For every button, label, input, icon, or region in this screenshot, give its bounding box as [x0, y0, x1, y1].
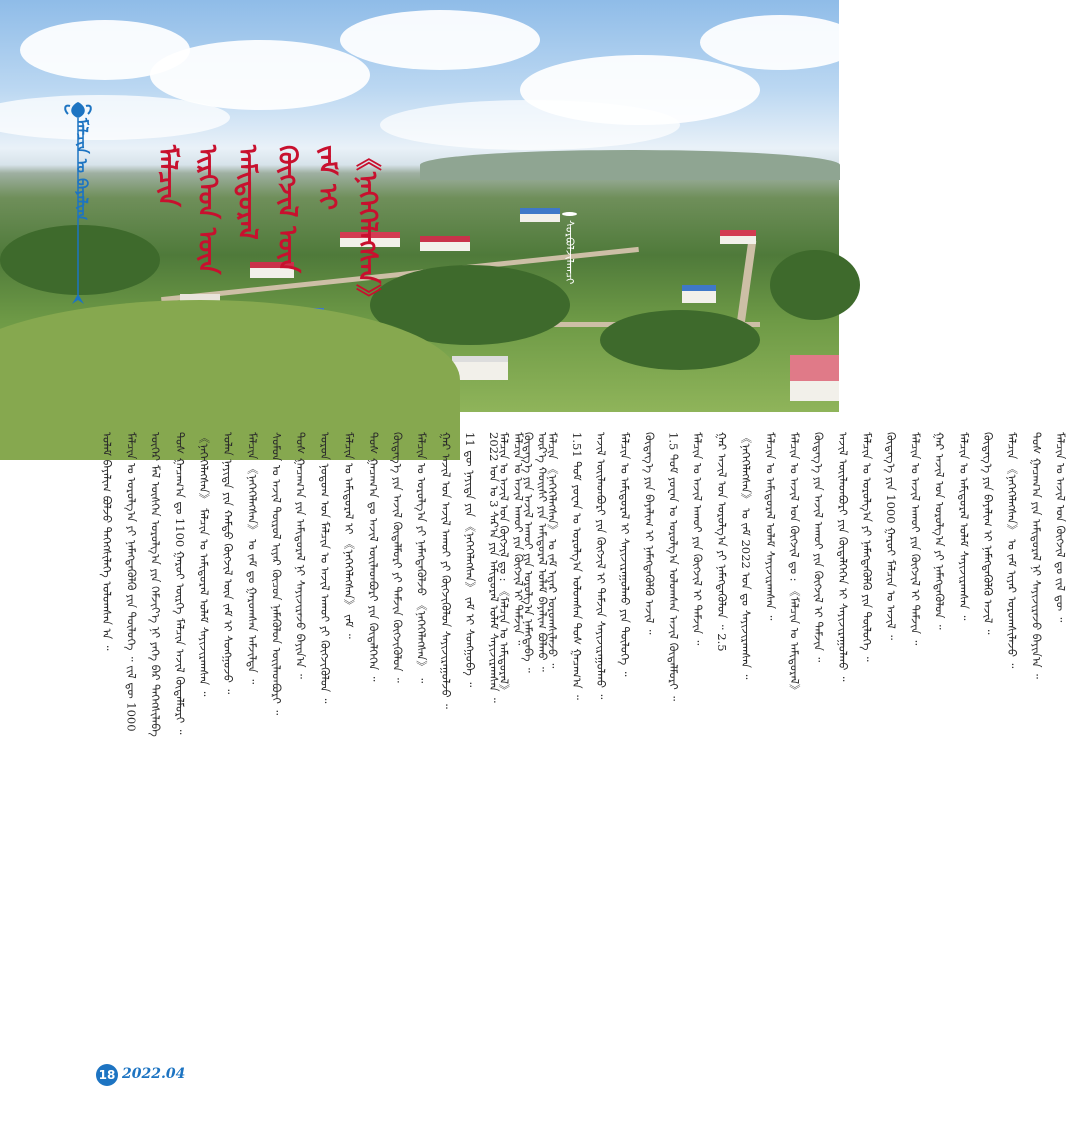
text-line: ᠤᠯᠠᠮ ᠪᠠᠶᠠᠯᠢᠭ ᠪᠣᠯᠵᠤ ᠳᠡᠭᠡᠭᠰᠢᠯᠡᠭᠡ ᠣᠯᠤᠭᠰᠠᠨ ᠠ ᠃ — [100, 432, 115, 651]
column-label: ᠮᠠᠯᠴᠢᠨ ᠤ ᠪᠠᠶᠠᠯᠢᠭ — [73, 118, 91, 221]
title-line: 《ᠨᠡᠭᠡᠭᠡᠯᠡᠭᠰᠡᠨ》 — [352, 145, 382, 311]
distant-hill — [420, 150, 840, 180]
house — [520, 208, 560, 222]
title-line: ᠬᠥᠭᠵᠢᠯ ᠦᠨ — [272, 145, 302, 273]
house — [682, 285, 716, 303]
house — [720, 230, 756, 244]
page-number: 18 — [96, 1064, 118, 1086]
photo-caption — [560, 212, 579, 285]
text-line: ᠦᠷ᠎ᠡ ᠬᠣᠢᠰᠢ ᠶᠢᠨ ᠠᠮᠢᠳᠤᠷᠠᠯ ᠤᠯᠠᠮ ᠪᠠᠶᠠᠯᠢᠭ ᠪᠣᠯᠬᠤ ᠃ — [535, 432, 550, 672]
text-line: ᠮᠠᠯᠴᠢᠨ ᠤ ᠠᠮᠢᠳᠤᠷᠠᠯ ᠢ ᠰᠠᠶᠢᠵᠢᠷᠠᠭᠤᠯᠬᠤ ᠶᠢᠨ ᠲᠥᠯᠥᠭᠡ ᠃ — [618, 432, 633, 677]
text-line: ᠮᠠᠯᠴᠢᠨ ᠤ ᠠᠵᠢᠯ ᠤᠨ ᠬᠥᠭᠵᠢᠯ ᠳᠤ : 《ᠮᠠᠯᠴᠢᠨ ᠤ ᠠᠮᠢᠳᠤᠷᠠᠯ》 — [497, 432, 512, 696]
text-line: ᠬᠥᠳᠡᠭ᠎ᠡ ᠶᠢᠨ 1000 ᠭᠠᠷᠤᠢ ᠮᠠᠯᠴᠢᠨ ᠤ ᠠᠵᠢᠯ ᠃ — [884, 432, 899, 640]
title-line: ᠠᠮᠢᠳᠤᠷᠠᠯ — [232, 145, 262, 240]
village-photo — [0, 0, 839, 412]
house — [452, 356, 508, 380]
text-line: 《ᠨᠡᠭᠡᠭᠡᠯᠡᠭᠰᠡᠨ》 ᠮᠠᠯᠴᠢᠨ ᠤ ᠠᠮᠢᠳᠤᠷᠠᠯ ᠤᠯᠠᠮ ᠰᠠᠶᠢᠵᠢᠷᠠᠭᠰᠠᠨ ᠃ — [196, 432, 211, 697]
text-line: ᠮᠠᠯᠴᠢᠨ ᠤ ᠠᠵᠢᠯ ᠠᠬᠤᠢ ᠶᠢᠨ ᠬᠥᠭᠵᠢᠯ ᠢ ᠳᠡᠮᠵᠢᠨ ᠃ — [690, 432, 705, 646]
text-line: ᠮᠠᠯᠴᠢᠨ ᠤ ᠣᠷᠣᠯᠭ᠎ᠠ ᠶᠢ ᠨᠡᠮᠡᠭᠳᠡᠭᠦᠯᠵᠦ 《ᠨᠡᠭᠡᠭᠡᠯᠡᠭᠰᠡᠨ》 ᠃ — [414, 432, 429, 684]
title-line: ᠵᠠᠮ ᠢ — [312, 145, 342, 211]
article-title — [148, 145, 386, 355]
text-line: ᠠᠵᠢᠯ ᠦᠢᠯᠡᠳᠪᠦᠷᠢ ᠶᠢᠨ ᠬᠥᠭᠵᠢᠯ ᠢ ᠳᠡᠮᠵᠢᠨ ᠰᠠᠶᠢᠵᠢᠷᠠᠭᠤᠯᠬᠤ ᠃ — [593, 432, 608, 700]
house — [790, 355, 839, 401]
text-line: ᠭᠠᠷ ᠠᠵᠢᠯ ᠤᠨ ᠠᠵᠢᠯ ᠠᠬᠤᠢ ᠶᠢ ᠬᠥᠭᠵᠢᠭᠦᠯᠦᠨ ᠰᠠᠶᠢᠵᠢᠷᠠᠭᠤᠯᠵᠤ ᠃ — [438, 432, 453, 709]
text-line: ᠬᠥᠳᠡᠭ᠎ᠡ ᠶᠢᠨ ᠪᠠᠶᠠᠯᠢᠭ ᠢ ᠨᠡᠮᠡᠭᠳᠡᠭᠦᠯᠬᠦ ᠠᠵᠢᠯ ᠃ — [642, 432, 657, 635]
text-line: ᠬᠥᠳᠡᠭ᠎ᠡ ᠶᠢᠨ ᠠᠵᠢᠯ ᠠᠬᠤᠢ ᠶᠢᠨ ᠣᠷᠣᠯᠭ᠎ᠠ ᠨᠡᠮᠡᠭᠳᠡᠪᠡ ᠃ — [521, 432, 536, 673]
left-text-column — [95, 432, 555, 1047]
text-line: ᠮᠠᠯᠴᠢᠨ ᠤ ᠠᠵᠢᠯ ᠤᠨ ᠬᠥᠭᠵᠢᠯ ᠳᠤ : 《ᠮᠠᠯᠴᠢᠨ ᠤ ᠠᠮᠢᠳᠤᠷᠠᠯ》 — [787, 432, 802, 696]
text-line: ᠲᠤᠰ ᠭᠠᠴᠠᠭ᠎ᠠ ᠳᠤ 1100 ᠭᠠᠷᠤᠢ ᠥᠷᠬᠡ ᠮᠠᠯᠴᠢᠨ ᠠᠵᠢᠯ ᠬᠥᠳᠡᠯᠮᠦᠷᠢ ᠃ — [172, 432, 187, 735]
cloud — [700, 15, 860, 70]
text-line: ᠰᠤᠮᠤᠨ ᠤ ᠠᠵᠢᠯ ᠲᠥᠷᠥᠯ ᠢᠶᠡᠷ ᠬᠦᠴᠦᠨ ᠨᠡᠮᠡᠭᠦᠯᠦᠨ ᠦᠢᠯᠡᠳᠪᠦᠷᠢ ᠃ — [269, 432, 284, 716]
text-line: ᠬᠥᠳᠡᠭ᠎ᠡ ᠶᠢᠨ ᠪᠠᠶᠠᠯᠢᠭ ᠢ ᠨᠡᠮᠡᠭᠳᠡᠭᠦᠯᠬᠦ ᠠᠵᠢᠯ ᠃ — [980, 432, 995, 635]
text-line: 11 ᠳᠦ ᠨᠡᠶᠢᠲᠡ ᠶᠢᠨ 《ᠨᠡᠭᠡᠭᠡᠯᠡᠭᠰᠡᠨ》 ᠵᠠᠮ ᠢ ᠰᠣᠩᠭᠣᠪᠠ ᠃ — [463, 432, 478, 688]
issue-date: 2022.04 — [122, 1066, 186, 1082]
title-line: ᠢᠷᠭᠡᠳ ᠦᠨ — [192, 145, 222, 275]
text-line: ᠲᠤᠰ ᠭᠠᠴᠠᠭ᠎ᠠ ᠳᠤ ᠠᠵᠢᠯ ᠦᠢᠯᠡᠳᠪᠦᠷᠢ ᠶᠢᠨ ᠬᠥᠳᠡᠯᠭᠡᠭᠡᠨ ᠃ — [366, 432, 381, 682]
text-line: ᠠᠵᠢᠯ ᠦᠢᠯᠡᠳᠪᠦᠷᠢ ᠶᠢᠨ ᠬᠥᠳᠡᠯᠭᠡᠭᠡᠨ ᠢ ᠰᠠᠶᠢᠵᠢᠷᠠᠭᠤᠯᠬᠤ ᠃ — [835, 432, 850, 682]
text-line: ᠮᠠᠯᠴᠢᠨ ᠤ ᠣᠷᠣᠯᠭ᠎ᠠ ᠶᠢ ᠨᠡᠮᠡᠭᠳᠡᠭᠦᠯᠬᠦ ᠶᠢᠨ ᠲᠥᠯᠥᠭᠡ ᠃ — [860, 432, 875, 662]
text-line: 2022 ᠣᠨ ᠤ 3 ᠰᠠᠷ᠎ᠠ ᠶᠢᠨ ᠠᠮᠢᠳᠤᠷᠠᠯ ᠤᠯᠠᠮ ᠰᠠᠶᠢᠵᠢᠷᠠᠭᠰᠠᠨ ᠃ — [487, 432, 502, 703]
text-line: ᠮᠠᠯᠴᠢᠨ ᠤ ᠠᠵᠢᠯ ᠤᠨ ᠬᠥᠭᠵᠢᠯ ᠳᠤ ᠵᠢᠯ ᠳᠦ ᠃ — [1053, 432, 1068, 623]
cloud — [340, 10, 540, 70]
text-line: ᠭᠠᠷ ᠠᠵᠢᠯ ᠤᠨ ᠣᠷᠣᠯᠭ᠎ᠠ ᠶᠢ ᠨᠡᠮᠡᠭᠳᠡᠭᠦᠯᠦᠨ ᠃ — [932, 432, 947, 630]
text-line: ᠮᠠᠯᠴᠢᠨ 《ᠨᠡᠭᠡᠭᠡᠯᠡᠭᠰᠡᠨ》 ᠤ ᠵᠠᠮ ᠳᠤ ᠭᠠᠷᠤᠭᠰᠠᠨ ᠠᠮᠵᠢᠯᠲᠠ ᠃ — [245, 432, 260, 685]
tree-cluster — [770, 250, 860, 320]
text-line: 《ᠨᠡᠭᠡᠭᠡᠯᠡᠭᠰᠡᠨ》 ᠤ ᠵᠠᠮ 2022 ᠣᠨ ᠳᠤ ᠰᠠᠶᠢᠵᠢᠷᠠᠭᠰᠠᠨ ᠃ — [739, 432, 754, 680]
house — [420, 236, 470, 251]
text-line: ᠬᠥᠳᠡᠭ᠎ᠡ ᠶᠢᠨ ᠠᠵᠢᠯ ᠠᠬᠤᠢ ᠶᠢᠨ ᠬᠥᠭᠵᠢᠯ ᠢ ᠳᠡᠮᠵᠢᠨ ᠃ — [811, 432, 826, 663]
cloud — [380, 100, 680, 150]
text-line: ᠮᠠᠯᠴᠢᠨ ᠤ ᠠᠮᠢᠳᠤᠷᠠᠯ ᠤᠯᠠᠮ ᠰᠠᠶᠢᠵᠢᠷᠠᠭᠰᠠᠨ ᠃ — [763, 432, 778, 621]
text-line: ᠮᠠᠯᠴᠢᠨ ᠤ ᠠᠵᠢᠯ ᠠᠬᠤᠢ ᠶᠢᠨ ᠬᠥᠭᠵᠢᠯ ᠢ ᠳᠡᠮᠵᠢᠨ ᠃ — [908, 432, 923, 646]
text-line: ᠲᠤᠰ ᠭᠠᠴᠠᠭ᠎ᠠ ᠶᠢᠨ ᠠᠮᠢᠳᠤᠷᠠᠯ ᠨᠢ ᠰᠠᠶᠢᠵᠢᠷᠠᠵᠤ ᠪᠠᠶᠢᠨ᠎ᠠ ᠃ — [1029, 432, 1044, 679]
text-line: ᠣᠷᠣᠨ ᠨᠤᠲᠤᠭ ᠤᠨ ᠮᠠᠯᠴᠢᠨ ᠤ ᠠᠵᠢᠯ ᠠᠬᠤᠢ ᠶᠢ ᠬᠥᠭᠵᠢᠭᠦᠯᠦᠨ ᠃ — [317, 432, 332, 704]
text-line: ᠦᠬᠡᠷ ᠮᠠᠯ ᠥᠰᠬᠡᠨ ᠣᠷᠣᠯᠭ᠎ᠠ ᠶᠢᠨ ᠬᠡᠮᠵᠢᠶ᠎ᠡ ᠨᠢ ᠶᠡᠬᠡ ᠪᠠᠷ ᠳᠡᠭᠡᠭᠰᠢᠯᠡᠪᠡ — [148, 432, 163, 737]
caption-bullet-icon — [562, 212, 577, 216]
text-line: ᠮᠠᠯᠴᠢᠨ ᠤ ᠠᠮᠢᠳᠤᠷᠠᠯ ᠢ 《ᠨᠡᠭᠡᠭᠡᠯᠡᠭᠰᠡᠨ》 ᠵᠠᠮ ᠃ — [342, 432, 357, 639]
text-line: 1.51 ᠲᠤᠮ ᠶᠤᠸᠠᠨ ᠤ ᠣᠷᠣᠯᠭ᠎ᠠ ᠣᠯᠤᠭᠰᠠᠨ ᠲᠤᠰ ᠭᠠᠴᠠᠭ᠎ᠠ ᠃ — [569, 432, 584, 700]
text-line: 1.5 ᠲᠤᠮ ᠶᠤᠸᠠᠨ ᠤ ᠣᠷᠣᠯᠭ᠎ᠠ ᠣᠯᠤᠭᠰᠠᠨ ᠠᠵᠢᠯ ᠬᠥᠳᠡᠯᠮᠦᠷᠢ ᠃ — [666, 432, 681, 701]
title-line: ᠮᠠᠯᠴᠢᠨ — [152, 145, 182, 207]
right-text-column — [492, 432, 1073, 1047]
text-line: ᠮᠠᠯᠴᠢᠨ 《ᠨᠡᠭᠡᠭᠡᠯᠡᠭᠰᠡᠨ》 ᠤ ᠵᠠᠮ ᠢᠶᠡᠷ ᠤᠷᠤᠭᠰᠢᠯᠠᠵᠤ ᠃ — [1005, 432, 1020, 669]
cloud — [0, 95, 230, 140]
photo-caption-text: ᠰᠤᠷᠪᠤᠯᠵᠢᠯᠠᠭᠴᠢ — [563, 220, 576, 285]
text-line: ᠮᠠᠯᠴᠢᠨ 《ᠨᠡᠭᠡᠭᠡᠯᠡᠭᠰᠡᠨ》 ᠤ ᠵᠠᠮ ᠢᠶᠡᠷ ᠤᠷᠤᠭᠰᠢᠯᠠᠵᠤ ᠃ — [545, 432, 560, 669]
text-line: ᠲᠤᠰ ᠭᠠᠴᠠᠭ᠎ᠠ ᠶᠢᠨ ᠠᠮᠢᠳᠤᠷᠠᠯ ᠨᠢ ᠰᠠᠶᠢᠵᠢᠷᠠᠵᠤ ᠪᠠᠶᠢᠨ᠎ᠠ ᠃ — [293, 432, 308, 679]
text-line: ᠣᠯᠠᠨ ᠨᠡᠶᠢᠲᠡ ᠶᠢᠨ ᠬᠠᠮᠲᠤ ᠬᠥᠭᠵᠢᠯ ᠦᠨ ᠵᠠᠮ ᠢ ᠰᠣᠩᠭᠣᠵᠤ ᠃ — [221, 432, 236, 695]
tree-cluster — [600, 310, 760, 370]
text-line: ᠬᠥᠳᠡᠭ᠎ᠡ ᠶᠢᠨ ᠠᠵᠢᠯ ᠬᠥᠳᠡᠯᠮᠦᠷᠢ ᠶᠢ ᠳᠡᠮᠵᠢᠨ ᠬᠥᠭᠵᠢᠭᠦᠯᠦᠨ ᠃ — [390, 432, 405, 683]
text-line: ᠮᠠᠯᠴᠢᠨ ᠤ ᠣᠷᠣᠯᠭ᠎ᠠ ᠶᠢ ᠨᠡᠮᠡᠭᠳᠡᠭᠦᠯᠬᠦ ᠶᠢᠨ ᠲᠥᠯᠥᠭᠡ ᠃ ᠵᠢᠯ ᠳᠦ 1000 — [124, 432, 139, 732]
text-line: ᠮᠠᠯᠴᠢᠨ ᠤ ᠠᠵᠢᠯ ᠠᠬᠤᠢ ᠶᠢᠨ ᠬᠥᠭᠵᠢᠯ ᠢ ᠳᠡᠮᠵᠢᠨ ᠃ — [511, 432, 526, 646]
text-line: ᠮᠠᠯᠴᠢᠨ ᠤ ᠠᠮᠢᠳᠤᠷᠠᠯ ᠤᠯᠠᠮ ᠰᠠᠶᠢᠵᠢᠷᠠᠭᠰᠠᠨ ᠃ — [956, 432, 971, 621]
text-line: ᠭᠠᠷ ᠠᠵᠢᠯ ᠤᠨ ᠣᠷᠣᠯᠭ᠎ᠠ ᠶᠢ ᠨᠡᠮᠡᠭᠳᠡᠭᠦᠯᠦᠨ ᠃ 2.5 — [714, 432, 729, 652]
